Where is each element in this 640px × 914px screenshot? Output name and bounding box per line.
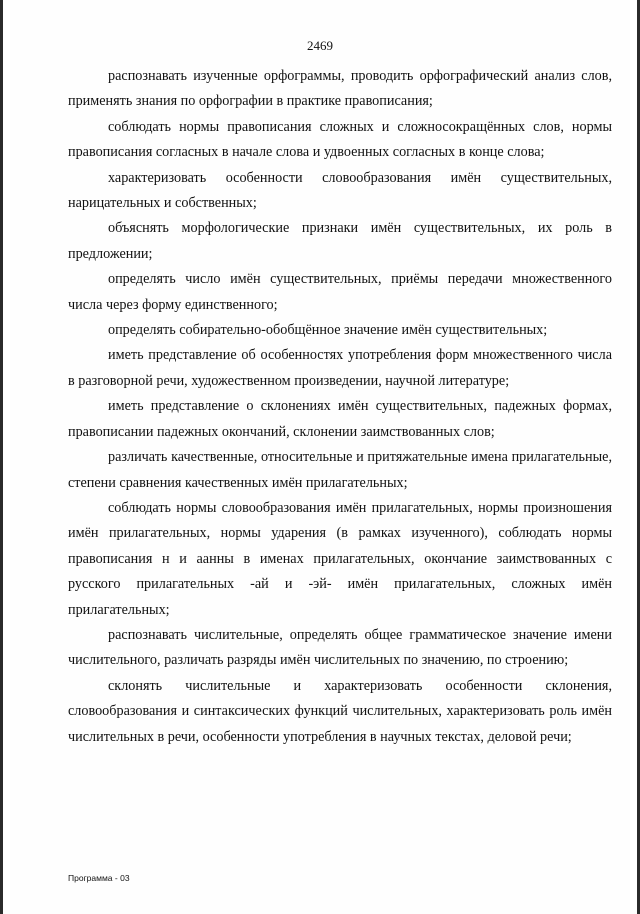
paragraph-11: распознавать числительные, определять общее грамматическое значение имени числительного, различать разряды имён числительных по значению, по строению;: [68, 626, 612, 669]
paragraph-6: определять собирательно-обобщённое значение имён существительных;: [108, 322, 548, 339]
paragraph-7: иметь представление об особенностях употребления форм множественного числа в разговорной речи, художественном произведении, научной литературе;: [68, 347, 612, 389]
page-number: 2469: [307, 38, 333, 53]
paragraph-3: характеризовать особенности словообразования имён существительных, нарицательных и собственных;: [68, 169, 612, 212]
footer-label: Программа - 03: [68, 873, 130, 883]
paragraph-10: соблюдать нормы словообразования имён прилагательных, нормы произношения имён прилагательных, нормы ударения (в рамках изученного), соблюдать нормы правописания н и аанны в именах прилагательных, окончание заимствованных с русского прилагательных -ай и -эй- имён прилагательных, сложных имён прилагательных;: [68, 499, 612, 618]
paragraph-9: различать качественные, относительные и притяжательные имена прилагательные, степени сравнения качественных имён прилагательных;: [68, 449, 612, 491]
paragraph-5: определять число имён существительных, приёмы передачи множественного числа через форму единственного;: [68, 271, 612, 313]
scan-edge-left: [0, 0, 3, 914]
paragraph-12: склонять числительные и характеризовать особенности склонения, словообразования и синтаксических функций числительных, характеризовать роль имён числительных в речи, особенности употребления в научных текстах, деловой речи;: [68, 677, 612, 745]
paragraph-8: иметь представление о склонениях имён существительных, падежных формах, правописании падежных окончаний, склонении заимствованных слов;: [68, 398, 612, 440]
paragraph-2: соблюдать нормы правописания сложных и сложносокращённых слов, нормы правописания согласных в начале слова и удвоенных согласных в конце слова;: [68, 118, 612, 161]
paragraph-1: распознавать изученные орфограммы, проводить орфографический анализ слов, применять знания по орфографии в практике правописания;: [68, 68, 612, 110]
body-text: [68, 64, 612, 750]
paragraph-4: объяснять морфологические признаки имён существительных, их роль в предложении;: [68, 220, 612, 262]
